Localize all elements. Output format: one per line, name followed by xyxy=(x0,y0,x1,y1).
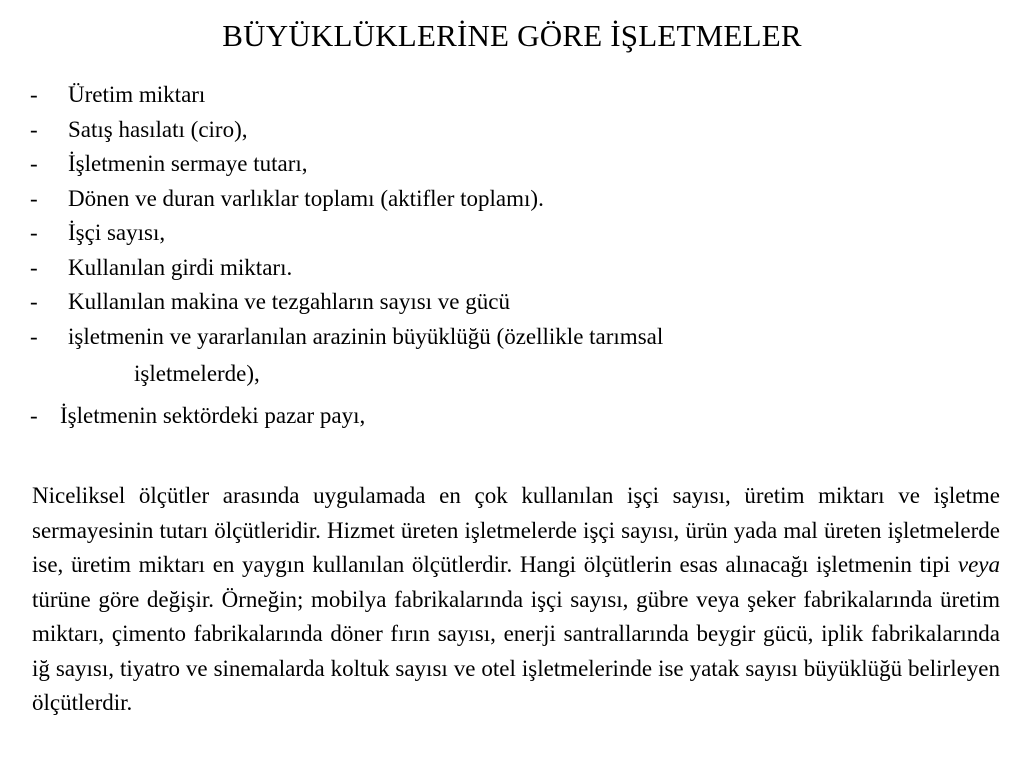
list-dash: - xyxy=(30,151,38,176)
criteria-list xyxy=(30,78,1010,354)
list-dash: - xyxy=(30,220,38,245)
list-item-text: Kullanılan girdi miktarı. xyxy=(68,254,293,280)
list-item xyxy=(30,320,1010,355)
paragraph-text-part1: Niceliksel ölçütler arasında uygulamada en çok kullanılan işçi sayısı, üretim miktarı ve işletme sermayesinin tutarı ölçütleridir. Hizmet üreten işletmelerde işçi sayısı, ürün yada mal üreten işletmelerde ise, üretim miktarı en yaygın kullanılan ölçütlerdir. Hangi ölçütlerin esas alınacağı işletmenin tipi xyxy=(32,483,1000,577)
list-item-text: Kullanılan makina ve tezgahların sayısı ve gücü xyxy=(68,289,510,314)
list-item xyxy=(30,147,1010,182)
list-item-text: Dönen ve duran varlıklar toplamı (aktifler toplamı). xyxy=(68,185,544,211)
list-item xyxy=(30,285,1010,320)
list-item-text: İşletmenin sermaye tutarı, xyxy=(68,151,308,176)
list-dash: - xyxy=(30,185,38,211)
list-item-continuation: işletmelerde), xyxy=(134,361,260,386)
list-dash: - xyxy=(30,82,38,107)
list-item-text: İşletmenin sektördeki pazar payı, xyxy=(60,403,366,428)
list-item-text: Üretim miktarı xyxy=(68,82,206,107)
list-item xyxy=(30,182,1010,217)
list-item xyxy=(30,216,1010,251)
list-dash: - xyxy=(30,403,38,428)
paragraph-text-part2: türüne göre değişir. Örneğin; mobilya fabrikalarında işçi sayısı, gübre veya şeker fabrikalarında üretim miktarı, çimento fabrikalarında döner fırın sayısı, enerji santrallarında beygir gücü, iplik fabrikalarında iğ sayısı, tiyatro ve sinemalarda koltuk sayısı ve otel işletmelerinde ise yatak sayısı büyüklüğü belirleyen ölçütlerdir. xyxy=(32,586,1000,715)
paragraph-italic-word: veya xyxy=(957,552,1000,577)
list-item-last xyxy=(30,399,365,433)
list-dash: - xyxy=(30,116,38,142)
list-dash: - xyxy=(30,254,38,280)
list-item-text: işletmenin ve yararlanılan arazinin büyüklüğü (özellikle tarımsal xyxy=(68,323,664,349)
list-item xyxy=(30,78,1010,113)
body-paragraph xyxy=(32,479,1000,721)
list-item xyxy=(30,113,1010,148)
page-title: BÜYÜKLÜKLERİNE GÖRE İŞLETMELER xyxy=(222,18,802,53)
list-item-text: İşçi sayısı, xyxy=(68,220,166,245)
list-item xyxy=(30,251,1010,286)
list-item-text: Satış hasılatı (ciro), xyxy=(68,116,248,142)
list-dash: - xyxy=(30,289,38,314)
list-dash: - xyxy=(30,323,38,349)
